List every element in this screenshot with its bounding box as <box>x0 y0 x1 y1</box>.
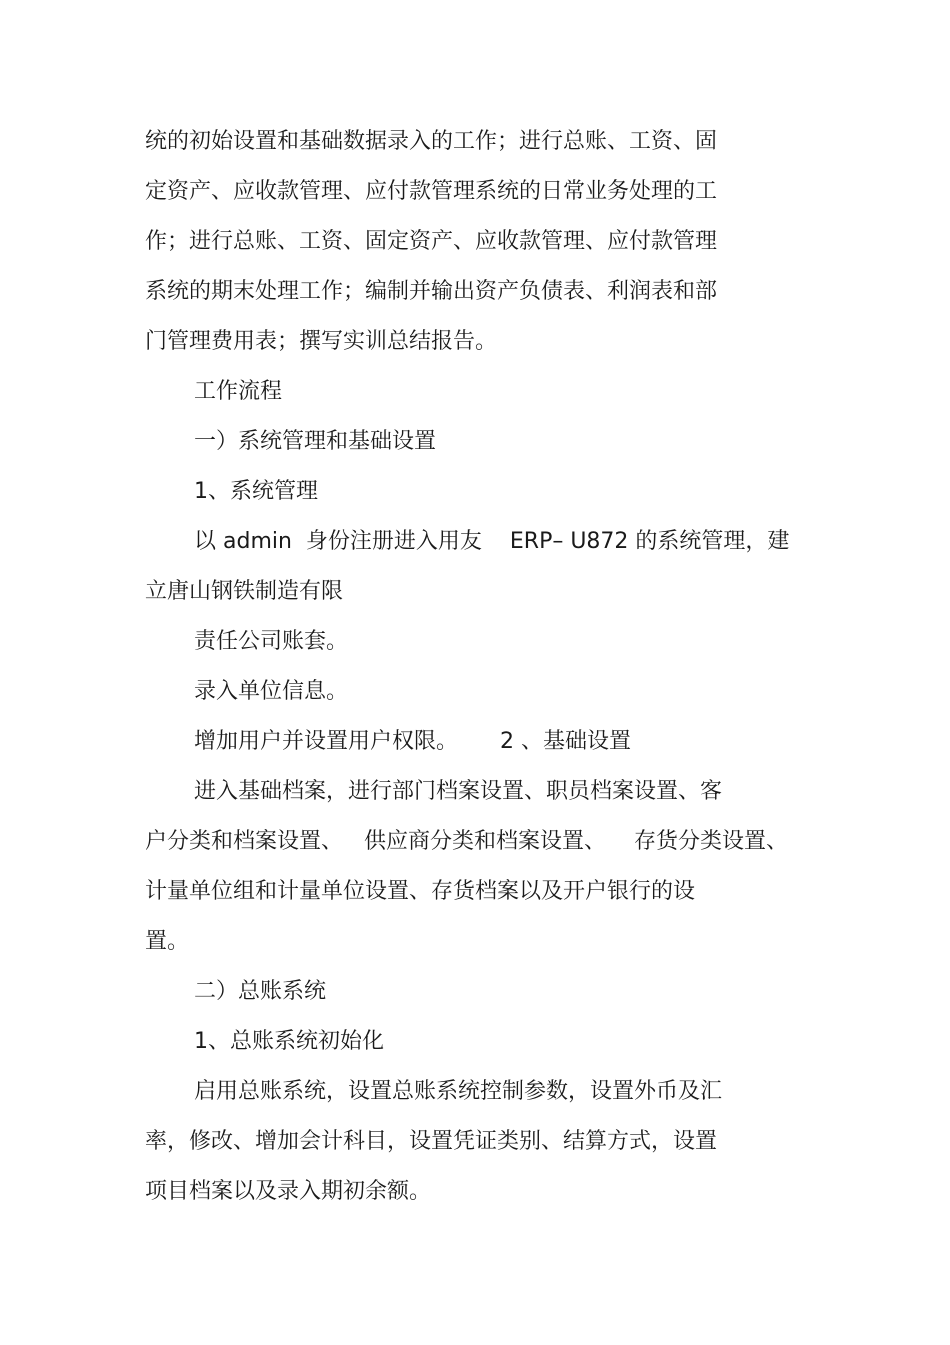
paragraph-line: 定资产、应收款管理、应付款管理系统的日常业务处理的工 <box>145 179 718 204</box>
section-heading: 工作流程 <box>194 379 283 404</box>
paragraph-line: 作；进行总账、工资、固定资产、应收款管理、应付款管理 <box>145 229 718 254</box>
subsection-heading: 1、系统管理 <box>194 479 318 504</box>
subsection-heading: 1、总账系统初始化 <box>194 1029 384 1054</box>
paragraph-line: 进入基础档案，进行部门档案设置、职员档案设置、客 <box>194 779 723 804</box>
section-heading: 二）总账系统 <box>194 979 327 1004</box>
paragraph-line: 置。 <box>145 929 190 954</box>
paragraph-line: 统的初始设置和基础数据录入的工作；进行总账、工资、固 <box>145 129 718 154</box>
paragraph-line: 立唐山钢铁制造有限 <box>145 579 344 604</box>
paragraph-line: 以 admin 身份注册进入用友 ERP– U872 的系统管理，建 <box>194 529 790 554</box>
paragraph-line: 门管理费用表；撰写实训总结报告。 <box>145 329 498 354</box>
paragraph-line: 录入单位信息。 <box>194 679 349 704</box>
paragraph-line: 率，修改、增加会计科目，设置凭证类别、结算方式，设置 <box>145 1129 718 1154</box>
paragraph-line: 启用总账系统，设置总账系统控制参数，设置外币及汇 <box>194 1079 723 1104</box>
paragraph-line: 计量单位组和计量单位设置、存货档案以及开户银行的设 <box>145 879 696 904</box>
paragraph-line: 户分类和档案设置、 供应商分类和档案设置、 存货分类设置、 <box>145 829 788 854</box>
paragraph-line: 增加用户并设置用户权限。 2 、基础设置 <box>194 729 631 754</box>
paragraph-line: 项目档案以及录入期初余额。 <box>145 1179 432 1204</box>
paragraph-line: 责任公司账套。 <box>194 629 349 654</box>
section-heading: 一）系统管理和基础设置 <box>194 429 437 454</box>
paragraph-line: 系统的期末处理工作；编制并输出资产负债表、利润表和部 <box>145 279 718 304</box>
